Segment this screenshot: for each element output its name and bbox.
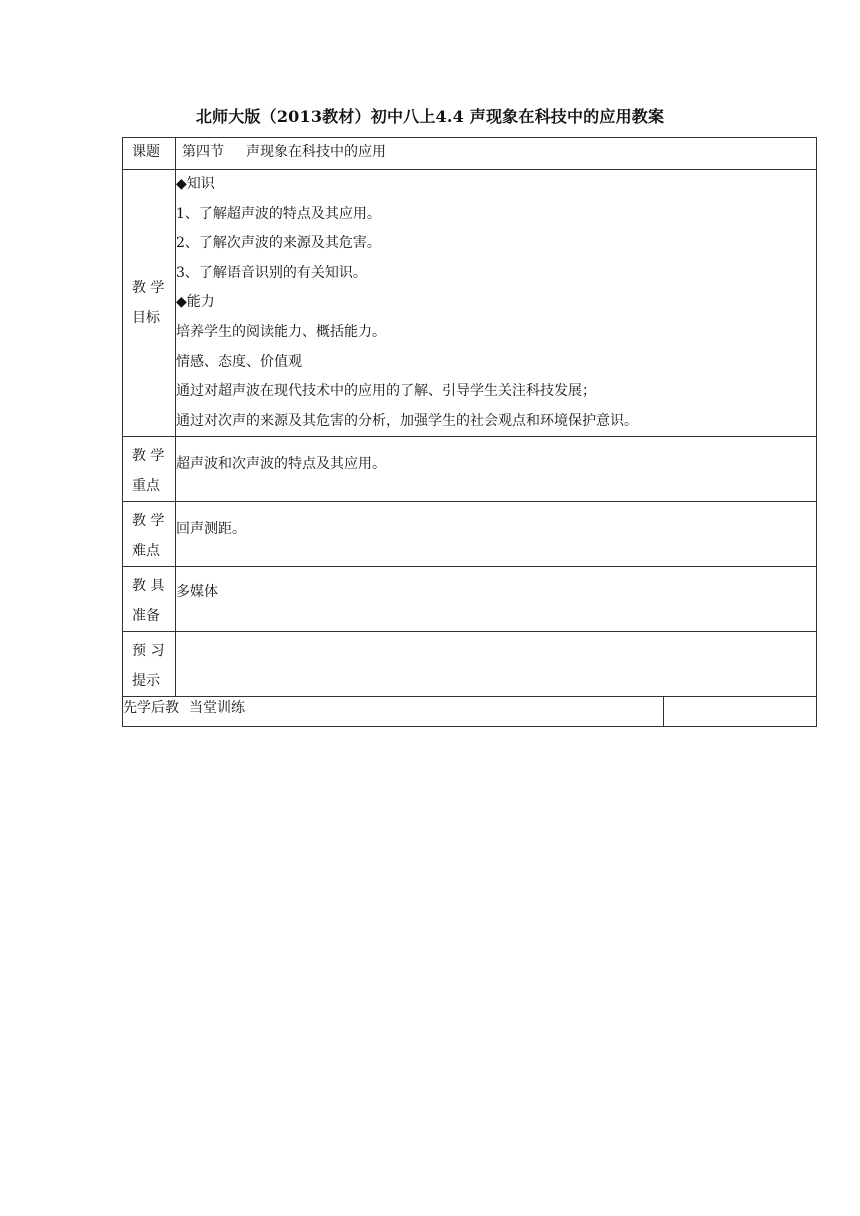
goals-label-cell <box>123 170 176 437</box>
difficulties-value: 回声测距。 <box>176 502 817 567</box>
goals-line: 2、了解次声波的来源及其危害。 <box>176 235 381 252</box>
goals-line: 培养学生的阅读能力、概括能力。 <box>176 323 386 340</box>
topic-label: 课题 <box>132 144 160 160</box>
materials-value: 多媒体 <box>176 567 817 632</box>
row-difficulties <box>123 502 817 567</box>
footer-right-cell <box>664 697 817 727</box>
topic-value-cell <box>176 138 817 170</box>
goals-heading-ability: ◆能力 <box>176 294 215 311</box>
goals-line: 通过对次声的来源及其危害的分析，加强学生的社会观点和环境保护意识。 <box>176 412 638 429</box>
preview-label-line1: 预 习 <box>132 643 165 660</box>
key-points-value: 超声波和次声波的特点及其应用。 <box>176 437 817 502</box>
row-preview <box>123 632 817 697</box>
row-goals <box>123 170 817 437</box>
key-points-label-line1: 教 学 <box>132 448 165 465</box>
footer-part1: 先学后教 <box>123 700 179 717</box>
goals-label-line1: 教 学 <box>132 280 165 297</box>
difficulties-label-line2: 难点 <box>132 543 160 560</box>
goals-label-line2: 目标 <box>132 310 160 327</box>
key-points-label-cell <box>123 437 176 502</box>
footer-part2: 当堂训练 <box>189 700 245 717</box>
materials-label-line2: 准备 <box>132 608 160 625</box>
preview-label-cell <box>123 632 176 697</box>
preview-value <box>176 632 817 697</box>
materials-label-line1: 教 具 <box>132 578 165 595</box>
topic-label-cell <box>123 138 176 170</box>
difficulties-label-line1: 教 学 <box>132 513 165 530</box>
preview-label-line2: 提示 <box>132 673 160 690</box>
document-title: 北师大版（2013教材）初中八上4.4 声现象在科技中的应用教案 <box>195 107 665 126</box>
key-points-label-line2: 重点 <box>132 478 160 495</box>
row-footer <box>123 697 817 727</box>
row-topic <box>123 138 817 170</box>
goals-heading-attitude: 情感、态度、价值观 <box>176 353 302 370</box>
topic-section: 第四节 <box>182 144 224 160</box>
row-materials <box>123 567 817 632</box>
lesson-plan-table <box>122 137 817 727</box>
goals-content-cell <box>176 170 817 437</box>
materials-label-cell <box>123 567 176 632</box>
difficulties-label-cell <box>123 502 176 567</box>
row-key-points <box>123 437 817 502</box>
goals-line: 3、了解语音识别的有关知识。 <box>176 264 367 281</box>
topic-name: 声现象在科技中的应用 <box>246 144 386 160</box>
footer-left-cell <box>123 697 664 727</box>
goals-heading-knowledge: ◆知识 <box>176 176 215 192</box>
goals-line: 通过对超声波在现代技术中的应用的了解、引导学生关注科技发展； <box>176 383 596 400</box>
goals-line: 1、了解超声波的特点及其应用。 <box>176 205 381 222</box>
